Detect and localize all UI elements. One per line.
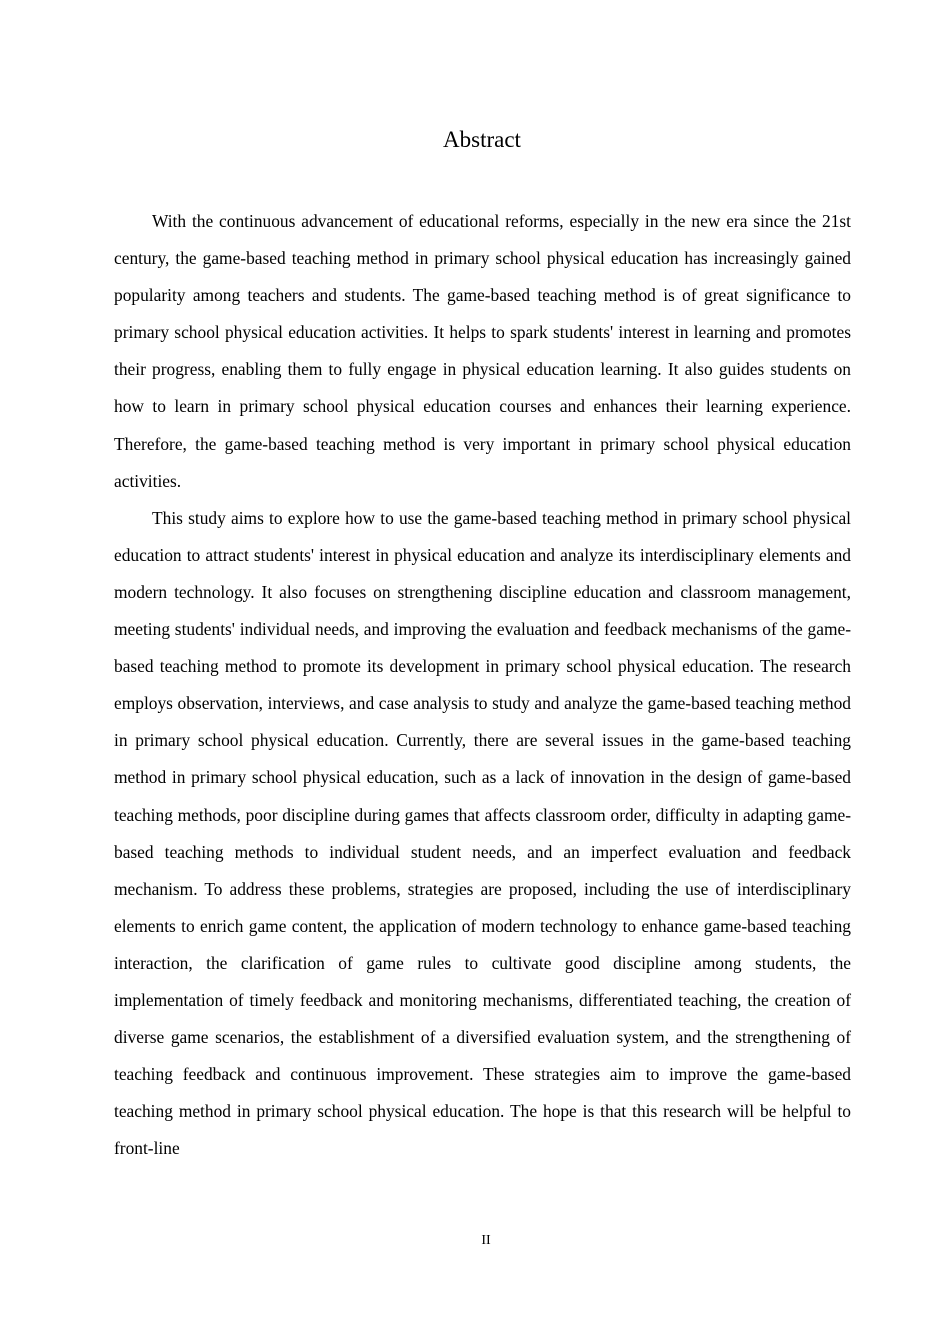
- abstract-paragraph-1: With the continuous advancement of educational reforms, especially in the new era since the 21st century, the game-based teaching method in primary school physical education has increasingly gained popularity among teachers and students. The game-based teaching method is of great significance to primary school physical education activities. It helps to spark students' interest in learning and promotes their progress, enabling them to fully engage in physical education learning. It also guides students on how to learn in primary school physical education courses and enhances their learning experience. Therefore, the game-based teaching method is very important in primary school physical education activities.: [114, 211, 851, 491]
- abstract-paragraph-2: This study aims to explore how to use the game-based teaching method in primary school physical education to attract students' interest in physical education and analyze its interdisciplinary elements and modern technology. It also focuses on strengthening discipline education and classroom management, meeting students' individual needs, and improving the evaluation and feedback mechanisms of the game-based teaching method to promote its development in primary school physical education. The research employs observation, interviews, and case analysis to study and analyze the game-based teaching method in primary school physical education. Currently, there are several issues in the game-based teaching method in primary school physical education, such as a lack of innovation in the design of game-based teaching methods, poor discipline during games that affects classroom order, difficulty in adapting game-based teaching methods to individual student needs, and an imperfect evaluation and feedback mechanism. To address these problems, strategies are proposed, including the use of interdisciplinary elements to enrich game content, the application of modern technology to enhance game-based teaching interaction, the clarification of game rules to cultivate good discipline among students, the implementation of timely feedback and monitoring mechanisms, differentiated teaching, the creation of diverse game scenarios, the establishment of a diversified evaluation system, and the strengthening of teaching feedback and continuous improvement. These strategies aim to improve the game-based teaching method in primary school physical education. The hope is that this research will be helpful to front-line: [114, 507, 851, 1159]
- page-title: Abstract: [443, 127, 521, 152]
- page-number: II: [481, 1233, 491, 1248]
- abstract-body: [114, 203, 851, 1167]
